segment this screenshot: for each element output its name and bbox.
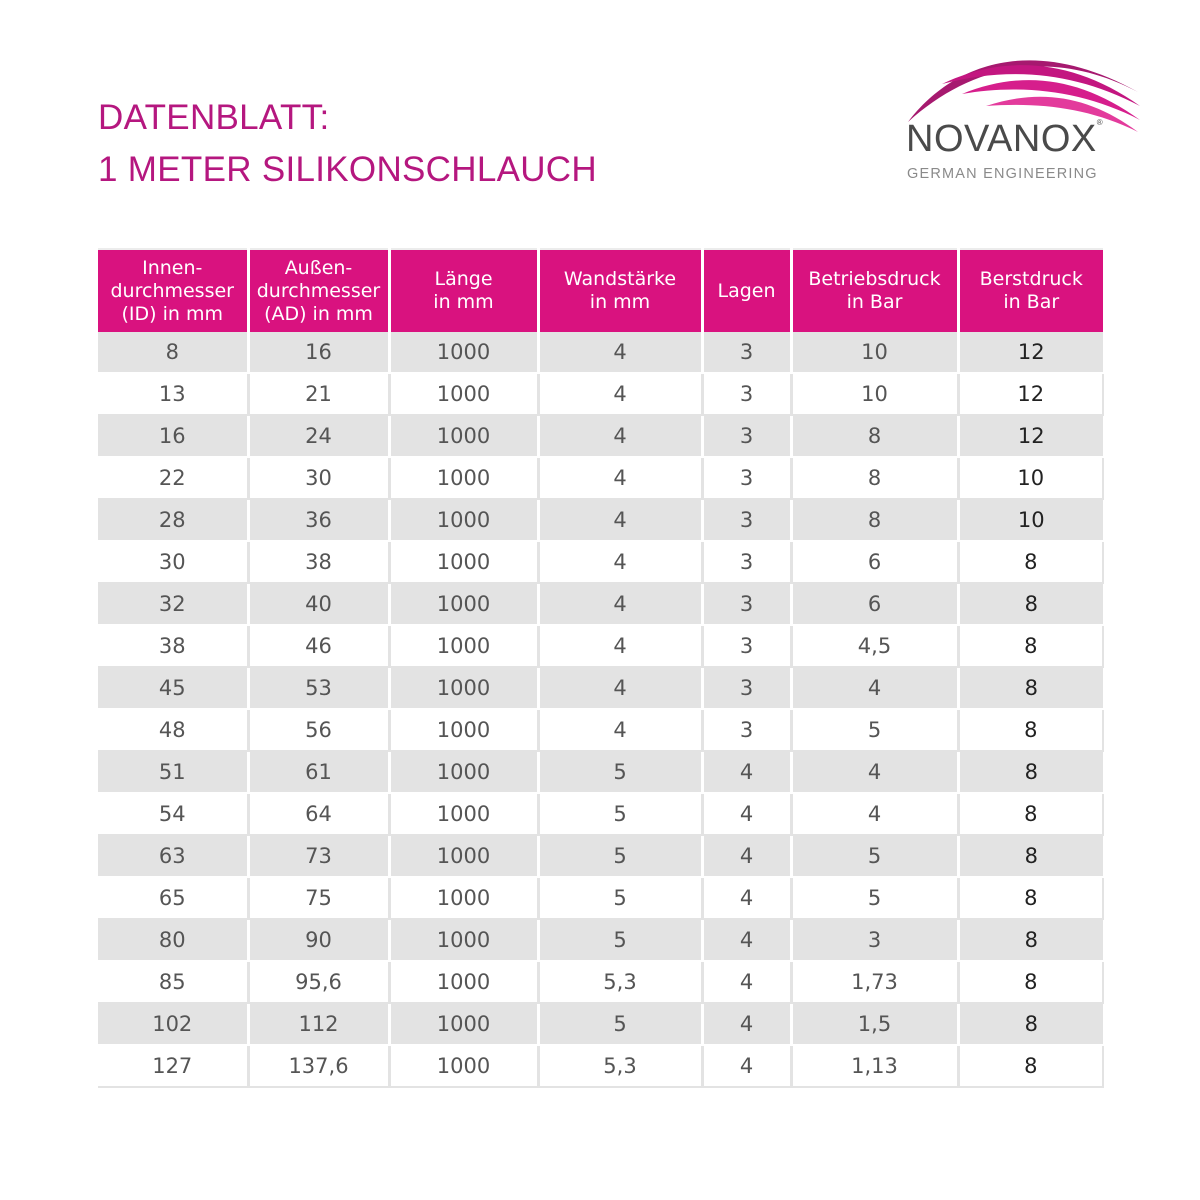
cell-inner-diameter: 80 [98,919,248,961]
column-header-line: Betriebsdruck [808,268,941,290]
cell-layers: 3 [702,709,791,751]
cell-inner-diameter: 51 [98,751,248,793]
cell-length: 1000 [389,919,538,961]
cell-length: 1000 [389,667,538,709]
cell-operating-pressure: 1,73 [791,961,958,1003]
cell-burst-pressure: 10 [958,457,1103,499]
cell-inner-diameter: 38 [98,625,248,667]
table-row [98,751,1103,793]
cell-burst-pressure: 12 [958,332,1103,373]
cell-layers: 4 [702,751,791,793]
table-row [98,919,1103,961]
cell-layers: 3 [702,541,791,583]
table-body [98,332,1103,1087]
cell-length: 1000 [389,751,538,793]
cell-inner-diameter: 63 [98,835,248,877]
cell-wall-thickness: 4 [538,332,702,373]
cell-length: 1000 [389,709,538,751]
cell-wall-thickness: 4 [538,583,702,625]
cell-layers: 3 [702,373,791,415]
cell-outer-diameter: 36 [248,499,389,541]
cell-operating-pressure: 1,13 [791,1045,958,1087]
table-row [98,1045,1103,1087]
cell-operating-pressure: 10 [791,373,958,415]
column-header-operating-pressure [791,249,958,332]
cell-outer-diameter: 64 [248,793,389,835]
cell-length: 1000 [389,625,538,667]
column-header-line: in mm [589,291,651,313]
cell-operating-pressure: 4 [791,667,958,709]
cell-length: 1000 [389,877,538,919]
table-row [98,709,1103,751]
cell-operating-pressure: 1,5 [791,1003,958,1045]
column-header-line: in mm [433,291,494,313]
table-row [98,793,1103,835]
cell-inner-diameter: 45 [98,667,248,709]
cell-wall-thickness: 5,3 [538,1045,702,1087]
cell-burst-pressure: 8 [958,919,1103,961]
column-header-line: in Bar [846,291,903,313]
cell-operating-pressure: 4 [791,793,958,835]
cell-wall-thickness: 5 [538,877,702,919]
cell-wall-thickness: 4 [538,667,702,709]
column-header-line: Außen- [284,256,353,279]
cell-inner-diameter: 16 [98,415,248,457]
table-row [98,667,1103,709]
cell-wall-thickness: 5 [538,919,702,961]
column-header-outer-diameter [248,249,389,332]
cell-inner-diameter: 54 [98,793,248,835]
cell-inner-diameter: 127 [98,1045,248,1087]
table-row [98,835,1103,877]
cell-length: 1000 [389,332,538,373]
table-row [98,625,1103,667]
cell-inner-diameter: 8 [98,332,248,373]
cell-wall-thickness: 4 [538,373,702,415]
cell-inner-diameter: 28 [98,499,248,541]
cell-operating-pressure: 4 [791,751,958,793]
cell-layers: 3 [702,499,791,541]
column-header-line: (ID) in mm [121,302,223,325]
cell-length: 1000 [389,961,538,1003]
cell-wall-thickness: 5,3 [538,961,702,1003]
table-row [98,961,1103,1003]
cell-operating-pressure: 5 [791,709,958,751]
cell-operating-pressure: 4,5 [791,625,958,667]
cell-layers: 4 [702,877,791,919]
cell-burst-pressure: 12 [958,415,1103,457]
cell-outer-diameter: 112 [248,1003,389,1045]
cell-burst-pressure: 8 [958,1003,1103,1045]
cell-layers: 4 [702,1003,791,1045]
column-header-wall-thickness [538,249,702,332]
cell-outer-diameter: 21 [248,373,389,415]
cell-outer-diameter: 46 [248,625,389,667]
column-header-inner-diameter [98,249,248,332]
cell-wall-thickness: 4 [538,415,702,457]
cell-inner-diameter: 13 [98,373,248,415]
cell-layers: 4 [702,961,791,1003]
column-header-line: Innen- [142,256,203,279]
cell-outer-diameter: 61 [248,751,389,793]
cell-outer-diameter: 24 [248,415,389,457]
cell-operating-pressure: 6 [791,583,958,625]
column-header-line: in Bar [1003,291,1060,313]
table-row [98,583,1103,625]
cell-length: 1000 [389,583,538,625]
cell-burst-pressure: 8 [958,877,1103,919]
cell-layers: 4 [702,793,791,835]
cell-outer-diameter: 16 [248,332,389,373]
column-header-length [389,249,538,332]
cell-layers: 3 [702,457,791,499]
cell-operating-pressure: 6 [791,541,958,583]
column-header-line: (AD) in mm [264,302,373,325]
cell-layers: 4 [702,835,791,877]
column-header-line: Berstdruck [979,268,1083,290]
table-row [98,415,1103,457]
table-row [98,457,1103,499]
table-header-row [98,249,1103,332]
datasheet-table [98,248,1103,1088]
cell-burst-pressure: 8 [958,709,1103,751]
cell-burst-pressure: 8 [958,667,1103,709]
cell-wall-thickness: 4 [538,709,702,751]
cell-wall-thickness: 4 [538,541,702,583]
cell-outer-diameter: 75 [248,877,389,919]
cell-burst-pressure: 10 [958,499,1103,541]
cell-layers: 4 [702,1045,791,1087]
column-header-line: durchmesser [110,279,234,302]
cell-length: 1000 [389,1003,538,1045]
cell-operating-pressure: 3 [791,919,958,961]
cell-layers: 3 [702,667,791,709]
cell-operating-pressure: 5 [791,877,958,919]
cell-burst-pressure: 8 [958,751,1103,793]
cell-outer-diameter: 90 [248,919,389,961]
cell-length: 1000 [389,373,538,415]
cell-wall-thickness: 5 [538,1003,702,1045]
cell-outer-diameter: 95,6 [248,961,389,1003]
cell-length: 1000 [389,835,538,877]
cell-burst-pressure: 8 [958,541,1103,583]
table-row [98,332,1103,373]
cell-layers: 3 [702,625,791,667]
cell-wall-thickness: 5 [538,835,702,877]
cell-inner-diameter: 32 [98,583,248,625]
cell-operating-pressure: 8 [791,457,958,499]
cell-inner-diameter: 102 [98,1003,248,1045]
cell-layers: 3 [702,332,791,373]
cell-wall-thickness: 4 [538,457,702,499]
cell-wall-thickness: 4 [538,625,702,667]
cell-length: 1000 [389,1045,538,1087]
title-line-1: DATENBLATT: [98,98,330,137]
cell-layers: 4 [702,919,791,961]
cell-length: 1000 [389,499,538,541]
cell-inner-diameter: 30 [98,541,248,583]
cell-wall-thickness: 5 [538,793,702,835]
column-header-line: Lagen [717,279,776,302]
cell-wall-thickness: 4 [538,499,702,541]
column-header-layers [702,249,791,332]
cell-outer-diameter: 53 [248,667,389,709]
cell-burst-pressure: 8 [958,835,1103,877]
cell-outer-diameter: 56 [248,709,389,751]
cell-wall-thickness: 5 [538,751,702,793]
page-title [98,92,597,196]
cell-operating-pressure: 10 [791,332,958,373]
cell-layers: 3 [702,583,791,625]
table-row [98,1003,1103,1045]
cell-operating-pressure: 8 [791,499,958,541]
cell-outer-diameter: 73 [248,835,389,877]
cell-length: 1000 [389,415,538,457]
cell-inner-diameter: 22 [98,457,248,499]
brand-logo [890,36,1150,186]
brand-name: NOVANOX® [906,118,1104,160]
column-header-burst-pressure [958,249,1103,332]
table-row [98,541,1103,583]
cell-inner-diameter: 85 [98,961,248,1003]
cell-outer-diameter: 40 [248,583,389,625]
cell-burst-pressure: 8 [958,961,1103,1003]
cell-length: 1000 [389,457,538,499]
cell-outer-diameter: 38 [248,541,389,583]
column-header-line: Wandstärke [563,268,677,290]
brand-tagline: GERMAN ENGINEERING [907,166,1098,182]
cell-operating-pressure: 8 [791,415,958,457]
table-row [98,877,1103,919]
table-row [98,373,1103,415]
table-row [98,499,1103,541]
cell-layers: 3 [702,415,791,457]
column-header-line: durchmesser [256,279,381,302]
cell-burst-pressure: 12 [958,373,1103,415]
cell-outer-diameter: 30 [248,457,389,499]
cell-burst-pressure: 8 [958,625,1103,667]
cell-outer-diameter: 137,6 [248,1045,389,1087]
cell-operating-pressure: 5 [791,835,958,877]
cell-burst-pressure: 8 [958,793,1103,835]
cell-burst-pressure: 8 [958,1045,1103,1087]
column-header-line: Länge [434,268,493,290]
title-line-2: 1 METER SILIKONSCHLAUCH [98,150,597,189]
cell-length: 1000 [389,793,538,835]
cell-inner-diameter: 65 [98,877,248,919]
cell-inner-diameter: 48 [98,709,248,751]
cell-burst-pressure: 8 [958,583,1103,625]
cell-length: 1000 [389,541,538,583]
